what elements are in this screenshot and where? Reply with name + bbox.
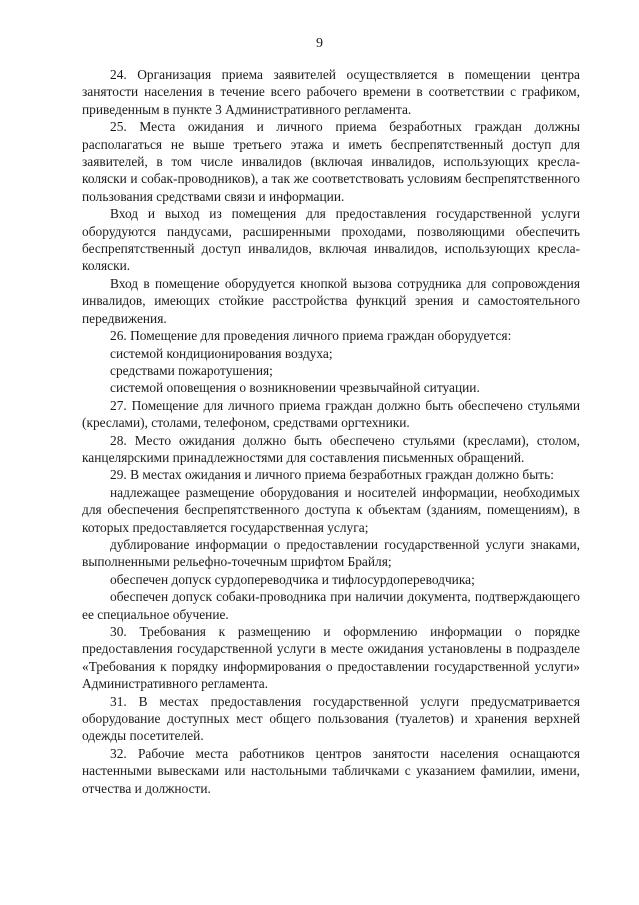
list-item-air-conditioning: системой кондиционирования воздуха; <box>110 345 333 361</box>
paragraph-29: 29. В местах ожидания и личного приема безработных граждан должно быть: <box>110 467 554 483</box>
paragraph-entrance-exit: Вход и выход из помещения для предоставления государственной услуги оборудуются пандусами, расширенными проходами, позволяющими обеспечить беспрепятственный доступ инвалидов, включая инвалидов, использующих кресла-коляски. <box>82 206 580 274</box>
paragraph-32: 32. Рабочие места работников центров занятости населения оснащаются настенными вывесками или настольными табличками с указанием фамилии, имени, отчества и должности. <box>82 745 580 796</box>
paragraph-24: 24. Организация приема заявителей осуществляется в помещении центра занятости населения в течение всего рабочего времени в соответствии с графиком, приведенным в пункте 3 Административного регламента. <box>82 67 580 117</box>
paragraph-call-button: Вход в помещение оборудуется кнопкой вызова сотрудника для сопровождения инвалидов, имеющих стойкие расстройства функций зрения и самостоятельного передвижения. <box>82 275 580 326</box>
list-item-braille: дублирование информации о предоставлении государственной услуги знаками, выполненными рельефно-точечным шрифтом Брайля; <box>82 536 580 570</box>
list-item-fire-extinguishing: средствами пожаротушения; <box>110 362 273 378</box>
paragraph-27: 27. Помещение для личного приема граждан должно быть обеспечено стульями (креслами), столами, телефоном, средствами оргтехники. <box>82 397 580 431</box>
paragraph-31: 31. В местах предоставления государственной услуги предусматривается оборудование доступных мест общего пользования (туалетов) и хранения верхней одежды посетителей. <box>82 693 580 744</box>
paragraph-30: 30. Требования к размещению и оформлению информации о порядке предоставления государственной услуги в месте ожидания установлены в подразделе «Требования к порядку информирования о предоставлении государственной услуги» Административного регламента. <box>82 624 580 692</box>
page-number: 9 <box>316 36 323 51</box>
paragraph-25: 25. Места ожидания и личного приема безработных граждан должны располагаться не выше третьего этажа и иметь беспрепятственный доступ для заявителей, в том числе инвалидов (включая инвалидов, использующих кресла-коляски и собак-проводников), а так же соответствовать условиям беспрепятственного пользования средствами связи и информации. <box>82 119 580 204</box>
paragraph-26: 26. Помещение для проведения личного приема граждан оборудуется: <box>110 328 512 344</box>
list-item-sign-interpreter: обеспечен допуск сурдопереводчика и тифлосурдопереводчика; <box>110 571 475 587</box>
list-item-equipment-placement: надлежащее размещение оборудования и носителей информации, необходимых для обеспечения беспрепятственного доступа к объектам (зданиям, помещениям), в которых предоставляется государственная услуга; <box>82 484 580 535</box>
paragraph-28: 28. Место ожидания должно быть обеспечено стульями (креслами), столом, канцелярскими принадлежностями для составления письменных обращений. <box>82 432 580 465</box>
list-item-guide-dog: обеспечен допуск собаки-проводника при наличии документа, подтверждающего ее специальное обучение. <box>82 589 580 622</box>
document-body <box>82 66 580 797</box>
list-item-emergency-alert: системой оповещения о возникновении чрезвычайной ситуации. <box>110 380 480 396</box>
